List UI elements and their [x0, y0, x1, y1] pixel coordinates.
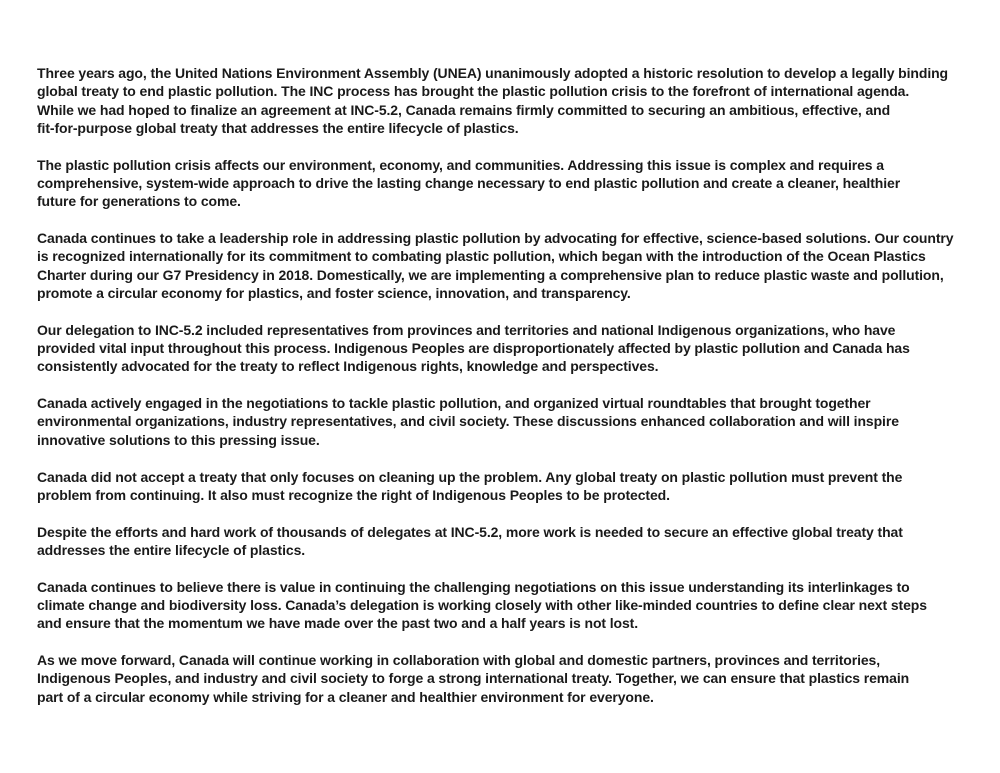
- text-line: Three years ago, the United Nations Environment Assembly (UNEA) unanimously adopted a historic resolution to develop a legally binding: [37, 65, 949, 81]
- text-line: Despite the efforts and hard work of thousands of delegates at INC-5.2, more work is needed to secure an effective global treaty that: [37, 523, 903, 540]
- text-line: As we move forward, Canada will continue working in collaboration with global and domestic partners, provinces and territories,: [37, 652, 881, 669]
- text-line: Canada actively engaged in the negotiations to tackle plastic pollution, and organized virtual roundtables that brought together: [37, 395, 871, 412]
- paragraph-7: [37, 523, 967, 560]
- paragraph-4: [37, 321, 967, 376]
- paragraph-2: [37, 156, 967, 211]
- text-line: problem from continuing. It also must recognize the right of Indigenous Peoples to be protected.: [37, 486, 670, 503]
- document-body: [37, 64, 967, 725]
- text-line: Canada continues to believe there is value in continuing the challenging negotiations on this issue understanding its interlinkages to: [37, 578, 910, 595]
- paragraph-5: [37, 394, 967, 449]
- paragraph-8: [37, 578, 967, 633]
- text-line: future for generations to come.: [37, 193, 241, 210]
- text-line: part of a circular economy while striving for a cleaner and healthier environment for everyone.: [37, 688, 654, 705]
- text-line: Canada continues to take a leadership role in addressing plastic pollution by advocating for effective, science-based solutions. Our country: [37, 230, 954, 247]
- text-line: Our delegation to INC-5.2 included representatives from provinces and territories and national Indigenous organizations, who have: [37, 321, 896, 338]
- text-line: fit-for-purpose global treaty that addresses the entire lifecycle of plastics.: [37, 119, 519, 136]
- text-line: innovative solutions to this pressing issue.: [37, 431, 320, 448]
- text-line: The plastic pollution crisis affects our environment, economy, and communities. Addressing this issue is complex and requires a: [37, 156, 884, 173]
- text-line: provided vital input throughout this process. Indigenous Peoples are disproportionately affected by plastic pollution and Canada has: [37, 340, 910, 357]
- text-line: environmental organizations, industry representatives, and civil society. These discussions enhanced collaboration and will inspire: [37, 413, 899, 430]
- paragraph-9: [37, 651, 967, 706]
- paragraph-1: [37, 64, 967, 137]
- text-line: Charter during our G7 Presidency in 2018. Domestically, we are implementing a comprehensive plan to reduce plastic waste and pollution,: [37, 266, 944, 283]
- text-line: climate change and biodiversity loss. Canada’s delegation is working closely with other like-minded countries to define clear next steps: [37, 597, 927, 614]
- text-line: Indigenous Peoples, and industry and civil society to forge a strong international treaty. Together, we can ensure that plastics remain: [37, 670, 910, 687]
- text-line: addresses the entire lifecycle of plastics.: [37, 541, 306, 558]
- text-line: comprehensive, system-wide approach to drive the lasting change necessary to end plastic pollution and create a cleaner, healthier: [37, 174, 901, 191]
- text-line: global treaty to end plastic pollution. The INC process has brought the plastic pollution crisis to the forefront of international agenda.: [37, 83, 910, 100]
- text-line: promote a circular economy for plastics, and foster science, innovation, and transparency.: [37, 284, 631, 301]
- paragraph-3: [37, 229, 967, 302]
- text-line: While we had hoped to finalize an agreement at INC-5.2, Canada remains firmly committed to securing an ambitious, effective, and: [37, 101, 891, 118]
- text-line: is recognized internationally for its commitment to combating plastic pollution, which began with the introduction of the Ocean Plastics: [37, 248, 926, 265]
- text-line: and ensure that the momentum we have made over the past two and a half years is not lost.: [37, 615, 639, 632]
- text-line: consistently advocated for the treaty to reflect Indigenous rights, knowledge and perspectives.: [37, 358, 659, 375]
- text-line: Canada did not accept a treaty that only focuses on cleaning up the problem. Any global treaty on plastic pollution must prevent the: [37, 468, 903, 485]
- paragraph-6: [37, 468, 967, 505]
